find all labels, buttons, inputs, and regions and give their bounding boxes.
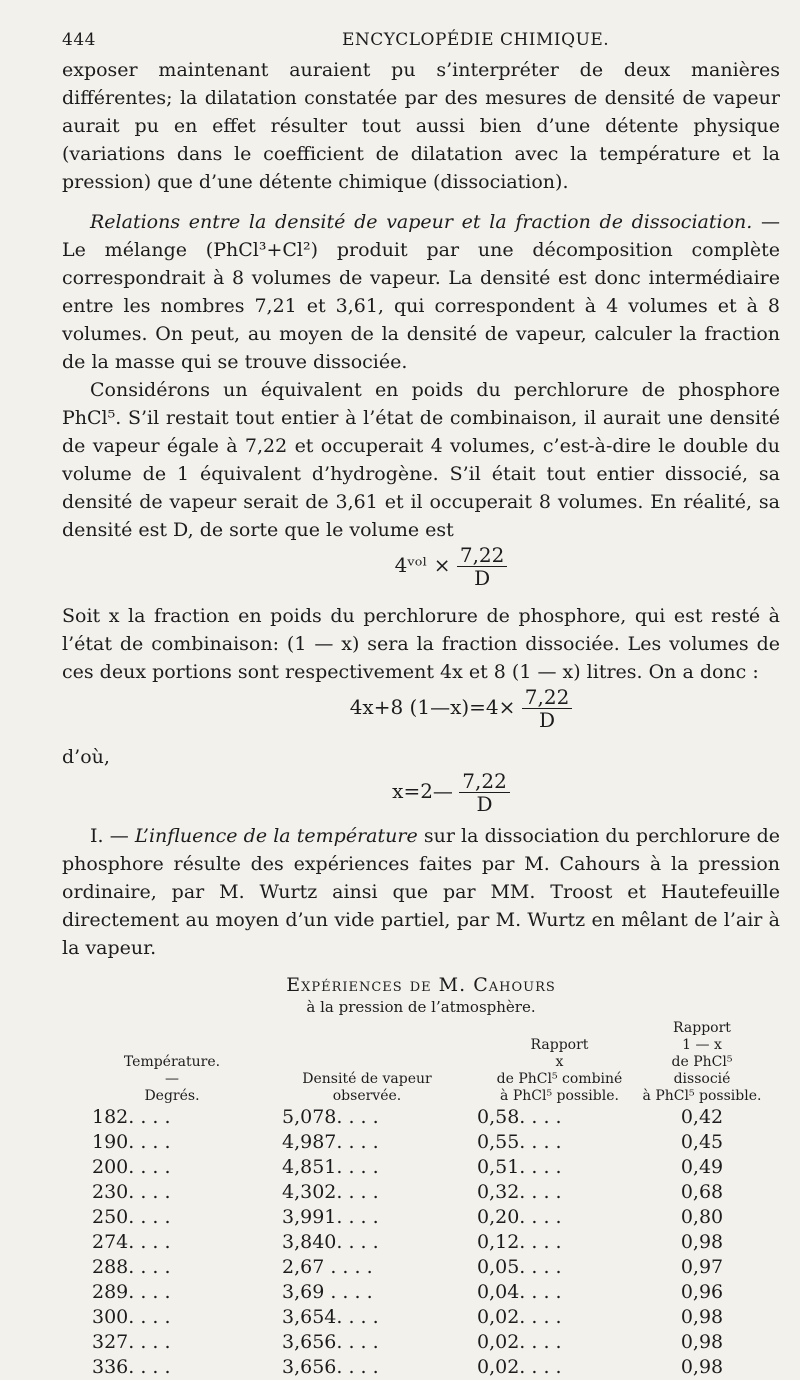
formula-volume	[122, 544, 780, 602]
table-header-row	[62, 1020, 762, 1105]
fraction-denominator: D	[539, 708, 556, 732]
table-row	[62, 1330, 762, 1355]
fraction-denominator: D	[474, 566, 491, 590]
table-body	[62, 1105, 762, 1380]
table-cell: 0,32. . . .	[477, 1181, 562, 1203]
formula-solution	[122, 770, 780, 822]
table-title: Expériences de M. Cahours	[286, 974, 556, 996]
table-cell: 0,02. . . .	[477, 1331, 562, 1353]
table-cell: 2,67 . . . .	[282, 1256, 373, 1278]
running-header	[62, 30, 780, 50]
formula-volume-fraction	[457, 544, 508, 589]
table-cell: 0,04. . . .	[477, 1281, 562, 1303]
formula-equation-fraction	[522, 686, 573, 731]
table-row	[62, 1130, 762, 1155]
experiments-table	[62, 1020, 762, 1380]
table-cell: 336. . . .	[92, 1356, 171, 1378]
header-ratio-dissociated: Rapport 1 — x de PhCl⁵ dissocié à PhCl⁵ possible.	[642, 1020, 762, 1104]
table-cell: 3,840. . . .	[282, 1231, 379, 1253]
paragraph-2	[62, 208, 780, 376]
table-cell: 3,69 . . . .	[282, 1281, 373, 1303]
paragraph-5	[62, 822, 780, 962]
table-cell: 0,55. . . .	[477, 1131, 562, 1153]
fraction-numerator: 7,22	[457, 544, 508, 567]
formula-solution-left: x=2—	[392, 779, 453, 803]
table-cell: 0,68	[680, 1181, 724, 1203]
running-title: ENCYCLOPÉDIE CHIMIQUE.	[342, 30, 610, 50]
table-cell: 0,80	[680, 1206, 724, 1228]
table-subtitle: à la pression de l’atmosphère.	[306, 998, 536, 1016]
paragraph-5-text: sur la dissociation du perchlorure de phosphore résulte des expériences faites par M. Cahours à la pression ordinaire, par M. Wurtz ainsi que par MM. Troost et Hautefeuille directement au moyen d’un vide partiel, par M. Wurtz en mêlant de l’air à la vapeur.	[62, 825, 780, 959]
table-cell: 0,42	[680, 1106, 724, 1128]
table-cell: 0,58. . . .	[477, 1106, 562, 1128]
formula-solution-fraction	[459, 770, 510, 815]
table-row	[62, 1205, 762, 1230]
table-cell: 200. . . .	[92, 1156, 171, 1178]
table-row	[62, 1230, 762, 1255]
table-cell: 0,20. . . .	[477, 1206, 562, 1228]
table-cell: 0,98	[680, 1331, 724, 1353]
fraction-numerator: 7,22	[459, 770, 510, 793]
table-row	[62, 1155, 762, 1180]
table-cell: 0,45	[680, 1131, 724, 1153]
table-cell: 3,656. . . .	[282, 1356, 379, 1378]
paragraph-3: Considérons un équivalent en poids du perchlorure de phosphore PhCl⁵. S’il restait tout entier à l’état de combinaison, il aurait une densité de vapeur égale à 7,22 et occuperait 4 volumes, c’est-à-dire le double du volume de 1 équivalent d’hydrogène. S’il était tout entier dissocié, sa densité de vapeur serait de 3,61 et il occuperait 8 volumes. En réalité, sa densité est D, de sorte que le volume est	[62, 379, 780, 541]
table-cell: 4,302. . . .	[282, 1181, 379, 1203]
section-heading: Relations entre la densité de vapeur et la fraction de dissociation.	[90, 211, 753, 233]
table-row	[62, 1180, 762, 1205]
header-temperature: Température. — Degrés.	[123, 1054, 221, 1104]
table-cell: 182. . . .	[92, 1106, 171, 1128]
table-row	[62, 1305, 762, 1330]
paragraph-1: exposer maintenant auraient pu s’interpréter de deux manières différentes; la dilatation constatée par des mesures de densité de vapeur aurait pu en effet résulter tout aussi bien d’une détente physique (variations dans le coefficient de dilatation avec la température et la pression) que d’une détente chimique (dissociation).	[62, 59, 780, 193]
table-cell: 0,51. . . .	[477, 1156, 562, 1178]
table-row	[62, 1255, 762, 1280]
table-row	[62, 1355, 762, 1380]
table-cell: 274. . . .	[92, 1231, 171, 1253]
table-cell: 3,991. . . .	[282, 1206, 379, 1228]
paragraph-2-text: — Le mélange (PhCl³+Cl²) produit par une décomposition complète correspondrait à 8 volumes de vapeur. La densité est donc intermédiaire entre les nombres 7,21 et 3,61, qui correspondent à 4 volumes et à 8 volumes. On peut, au moyen de la densité de vapeur, calculer la fraction de la masse qui se trouve dissociée.	[62, 211, 780, 373]
table-cell: 0,02. . . .	[477, 1356, 562, 1378]
table-cell: 300. . . .	[92, 1306, 171, 1328]
table-cell: 0,96	[680, 1281, 724, 1303]
table-cell: 289. . . .	[92, 1281, 171, 1303]
table-row	[62, 1280, 762, 1305]
table-cell: 4,987. . . .	[282, 1131, 379, 1153]
table-cell: 0,98	[680, 1231, 724, 1253]
table-cell: 0,97	[680, 1256, 724, 1278]
table-cell: 0,05. . . .	[477, 1256, 562, 1278]
fraction-denominator: D	[476, 792, 493, 816]
text-dou: d’où,	[62, 746, 110, 768]
paragraph-5-lead: I. —	[90, 825, 135, 847]
table-cell: 0,02. . . .	[477, 1306, 562, 1328]
paragraph-5-italic: L’influence de la température	[134, 825, 418, 847]
table-cell: 190. . . .	[92, 1131, 171, 1153]
table-cell: 3,656. . . .	[282, 1331, 379, 1353]
table-cell: 0,98	[680, 1306, 724, 1328]
table-cell: 3,654. . . .	[282, 1306, 379, 1328]
header-ratio-combined: Rapport x de PhCl⁵ combiné à PhCl⁵ possible.	[496, 1037, 623, 1104]
header-density: Densité de vapeur observée.	[302, 1071, 432, 1104]
formula-equation	[142, 686, 780, 744]
table-cell: 230. . . .	[92, 1181, 171, 1203]
table-cell: 0,12. . . .	[477, 1231, 562, 1253]
table-cell: 4,851. . . .	[282, 1156, 379, 1178]
table-cell: 288. . . .	[92, 1256, 171, 1278]
table-cell: 327. . . .	[92, 1331, 171, 1353]
table-cell: 0,98	[680, 1356, 724, 1378]
fraction-numerator: 7,22	[522, 686, 573, 709]
page-number: 444	[62, 30, 96, 50]
page	[62, 30, 780, 1380]
table-cell: 5,078. . . .	[282, 1106, 379, 1128]
paragraph-4: Soit x la fraction en poids du perchlorure de phosphore, qui est resté à l’état de combinaison: (1 — x) sera la fraction dissociée. Les volumes de ces deux portions sont respectivement 4x et 8 (1 — x) litres. On a donc :	[62, 605, 780, 683]
table-cell: 0,49	[680, 1156, 724, 1178]
table-row	[62, 1105, 762, 1130]
formula-equation-left: 4x+8 (1—x)=4×	[349, 695, 516, 719]
table-cell: 250. . . .	[92, 1206, 171, 1228]
formula-volume-left: 4ᵛᵒˡ ×	[394, 553, 451, 577]
